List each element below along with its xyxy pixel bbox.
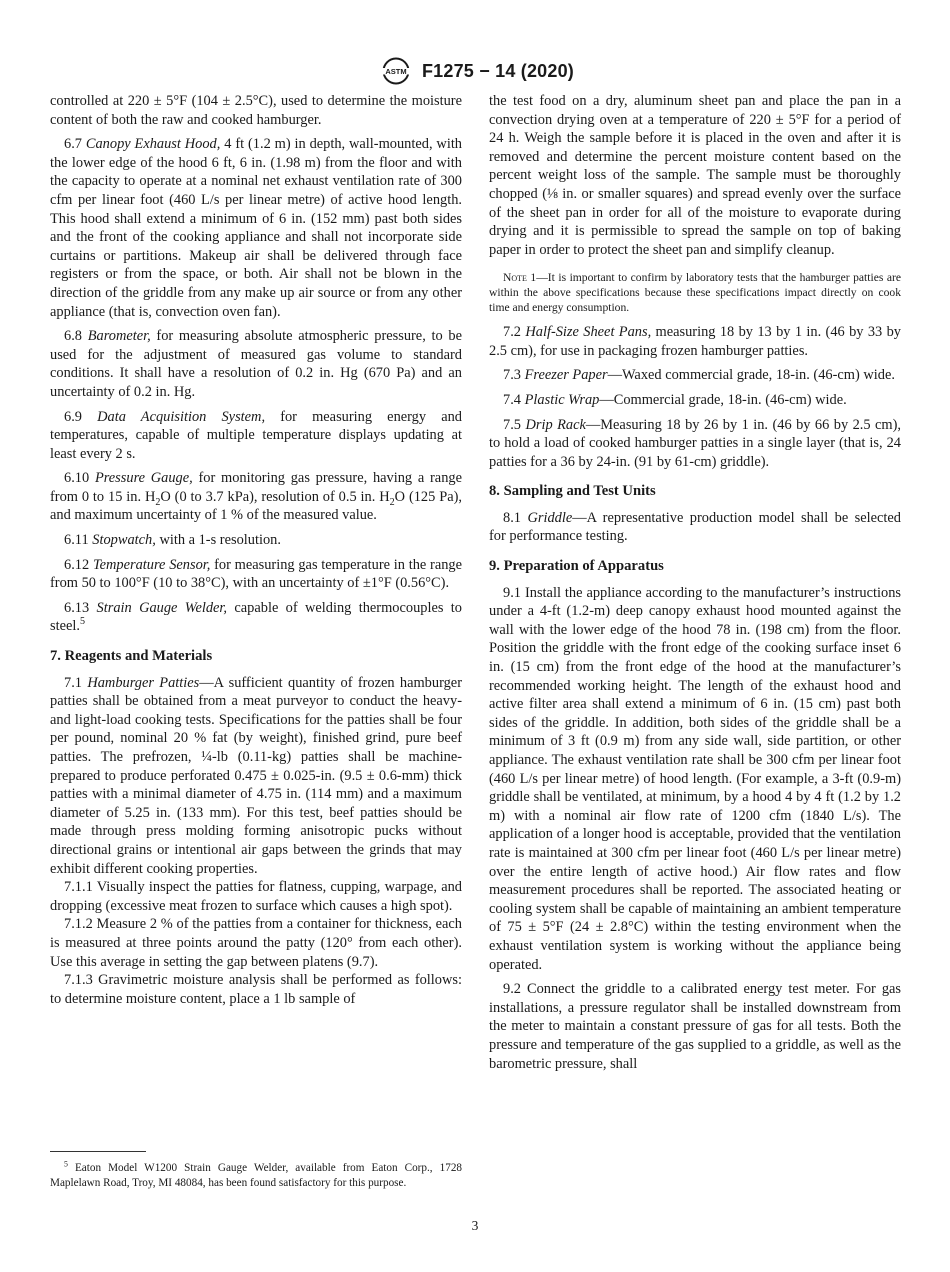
footnote-5: $^5$ Eaton Model W1200 Strain Gauge Welder, available from Eaton Corp., 1728 Maplelawn Road, Troy, MI 48084, has been found satisfactory for this purpose.	[50, 1159, 463, 1189]
continued-paragraph: controlled at 220 ± 5°F (104 ± 2.5°C), used to determine the moisture content of both the raw and cooked hamburger.	[50, 93, 462, 128]
page-number: 3	[471, 1218, 479, 1233]
astm-logo-icon	[376, 56, 416, 86]
section-9-1: 9.1 Install the appliance according to the manufacturer’s instructions under a 4-ft (1.2-m) deep canopy exhaust hood mounted against the wall with the lower edge of the hood 78 in. (198 cm) from the floor. Position the griddle with the front edge of the cooking surface inset 6 in. (15 cm) from the front edge of the hood at the manufacturer’s recommended working height. The length of the exhaust hood and active filter area shall extend a minimum of 6 in. (15 cm) past both sides of the griddle. In addition, both sides of the griddle shall be a minimum of 3 ft (0.9 m) from any side wall, side partition, or other appliance. The exhaust ventilation rate shall be 300 cfm per linear foot (460 L/s per linear metre) of hood length. (For example, a 3-ft (0.9-m) griddle shall be ventilated, at minimum, by a hood 4 by 4 ft (1.2 by 1.2 m) with a nominal air flow rate of 1200 cfm (1840 L/s). The application of a longer hood is acceptable, provided that the ventilation rate is maintained at 300 cfm per linear foot (460 L/s per linear metre) over the entire length of active hood.) Air flow rates and flow measurement procedures shall be reported. The associated heating or cooling system shall be capable of maintaining an ambient temperature of 75 ± 5°F (24 ± 2.8°C) within the testing environment when the exhaust ventilation system is working without the appliance being operated.	[489, 584, 901, 973]
section-7-1-2: 7.1.2 Measure 2 % of the patties from a container for thickness, each is measured at three points around the patty (120° from each other). Use this average in setting the gap between platens (9.7).	[50, 916, 462, 970]
section-heading-9: 9. Preparation of Apparatus	[489, 558, 664, 575]
document-designation: F1275 − 14 (2020)	[421, 60, 574, 81]
section-7-4: 7.4 Plastic Wrap—Commercial grade, 18-in. (46-cm) wide.	[503, 391, 847, 408]
right-column	[489, 92, 901, 1079]
section-9-2: 9.2 Connect the griddle to a calibrated energy test meter. For gas installations, a pressure regulator shall be installed downstream from the meter to maintain a constant pressure of gas for all tests. Both the pressure and temperature of the gas supplied to a griddle, as well as the barometric pressure, shall	[489, 981, 901, 1072]
page-header	[0, 56, 950, 86]
section-6-13: 6.13 Strain Gauge Welder, capable of welding thermocouples to steel.$^5$	[50, 599, 462, 635]
section-7-5: 7.5 Drip Rack—Measuring 18 by 26 by 1 in. (46 by 66 by 2.5 cm), to hold a load of cooked hamburger patties in a single layer (that is, 24 patties for a 36 by 24-in. (91 by 61-cm) griddle).	[489, 416, 901, 470]
section-6-9: 6.9 Data Acquisition System, for measuring energy and temperatures, capable of multiple temperature displays updating at least every 2 s.	[50, 408, 462, 462]
svg-text:ASTM: ASTM	[385, 67, 407, 77]
section-heading-8: 8. Sampling and Test Units	[489, 483, 656, 500]
section-6-7: 6.7 Canopy Exhaust Hood, 4 ft (1.2 m) in depth, wall-mounted, with the lower edge of the hood 6 ft, 6 in. (1.98 m) from the floor and with the capacity to operate at a nominal net exhaust ventilation rate of 300 cfm per linear foot (460 L/s per linear metre) of active hood length. This hood shall extend a minimum of 6 in. (152 mm) past both sides and the front of the cooking appliance and shall not incorporate side curtains or partitions. Makeup air shall be delivered through face registers or from the space, or both. Air shall not be blown in the direction of the griddle from any make up air source or from any other appliance (that is, convection oven fan).	[50, 136, 463, 320]
section-7-1-1: 7.1.1 Visually inspect the patties for flatness, cupping, warpage, and dropping (excessive meat frozen to surface which causes a high spot).	[50, 879, 462, 914]
section-7-1-3: 7.1.3 Gravimetric moisture analysis shall be performed as follows: to determine moisture content, place a 1 lb sample of	[50, 972, 462, 1007]
footnote-divider	[50, 1151, 146, 1152]
left-column	[50, 92, 462, 1008]
footnote-ref[interactable]: 5	[79, 616, 86, 628]
note-1: Note 1—It is important to confirm by laboratory tests that the hamburger patties are within the above specifications because these specifications impact directly on cook time and energy consumption.	[489, 271, 901, 314]
section-6-12: 6.12 Temperature Sensor, for measuring gas temperature in the range from 50 to 100°F (10 to 38°C), with an uncertainty of ±1°F (0.56°C).	[50, 556, 462, 592]
section-7-1: 7.1 Hamburger Patties—A sufficient quantity of frozen hamburger patties shall be obtained from a meat purveyor to conduct the heavy- and light-load cooking tests. Specifications for the patties shall be four per pound, nominal 20 % fat (by weight), finished grind, pure beef patties. The prefrozen, ¼-lb (0.11-kg) patties shall be machine-prepared to produce perforated 0.475 ± 0.025-in. (9.5 ± 0.6-mm) thick patties with a minimal diameter of 4.75 in. (114 mm) and a maximum diameter of 5.25 in. (133 mm). For this test, beef patties should be made through press molding forming anisotropic pucks without directional grains or intentional air gaps between the grinds that may exhibit different cooking properties.	[50, 674, 462, 877]
section-8-1: 8.1 Griddle—A representative production model shall be selected for performance testing.	[489, 509, 901, 545]
section-6-10: 6.10 Pressure Gauge, for monitoring gas pressure, having a range from 0 to 15 in. $H_2O$ (0 to 3.7 kPa), resolution of 0.5 in. $H_2O$ (125 Pa), and maximum uncertainty of 1 % of the measured value.	[50, 470, 462, 524]
section-7-3: 7.3 Freezer Paper—Waxed commercial grade, 18-in. (46-cm) wide.	[503, 367, 895, 384]
section-6-11: 6.11 Stopwatch, with a 1-s resolution.	[64, 532, 281, 549]
section-7-2: 7.2 Half-Size Sheet Pans, measuring 18 by 13 by 1 in. (46 by 33 by 2.5 cm), for use in packaging frozen hamburger patties.	[489, 324, 901, 359]
continued-paragraph: the test food on a dry, aluminum sheet pan and place the pan in a convection drying oven at a temperature of 220 ± 5°F for a period of 24 h. Weigh the sample before it is placed in the oven and after it is removed and determine the percent moisture content based on the percent weight loss of the sample. The sample must be thoroughly chopped (⅛ in. or smaller squares) and spread evenly over the surface of the sheet pan in order for all of the moisture to evaporate during drying and it is permissible to spread the sample on top of baking paper in order to protect the sheet pan and simplify cleanup.	[489, 93, 901, 258]
section-heading-7: 7. Reagents and Materials	[50, 648, 213, 665]
section-6-8: 6.8 Barometer, for measuring absolute atmospheric pressure, to be used for the adjustment of measured gas volume to standard conditions. It shall have a resolution of 0.2 in. Hg (670 Pa) and an uncertainty of 0.2 in. Hg.	[50, 328, 462, 400]
